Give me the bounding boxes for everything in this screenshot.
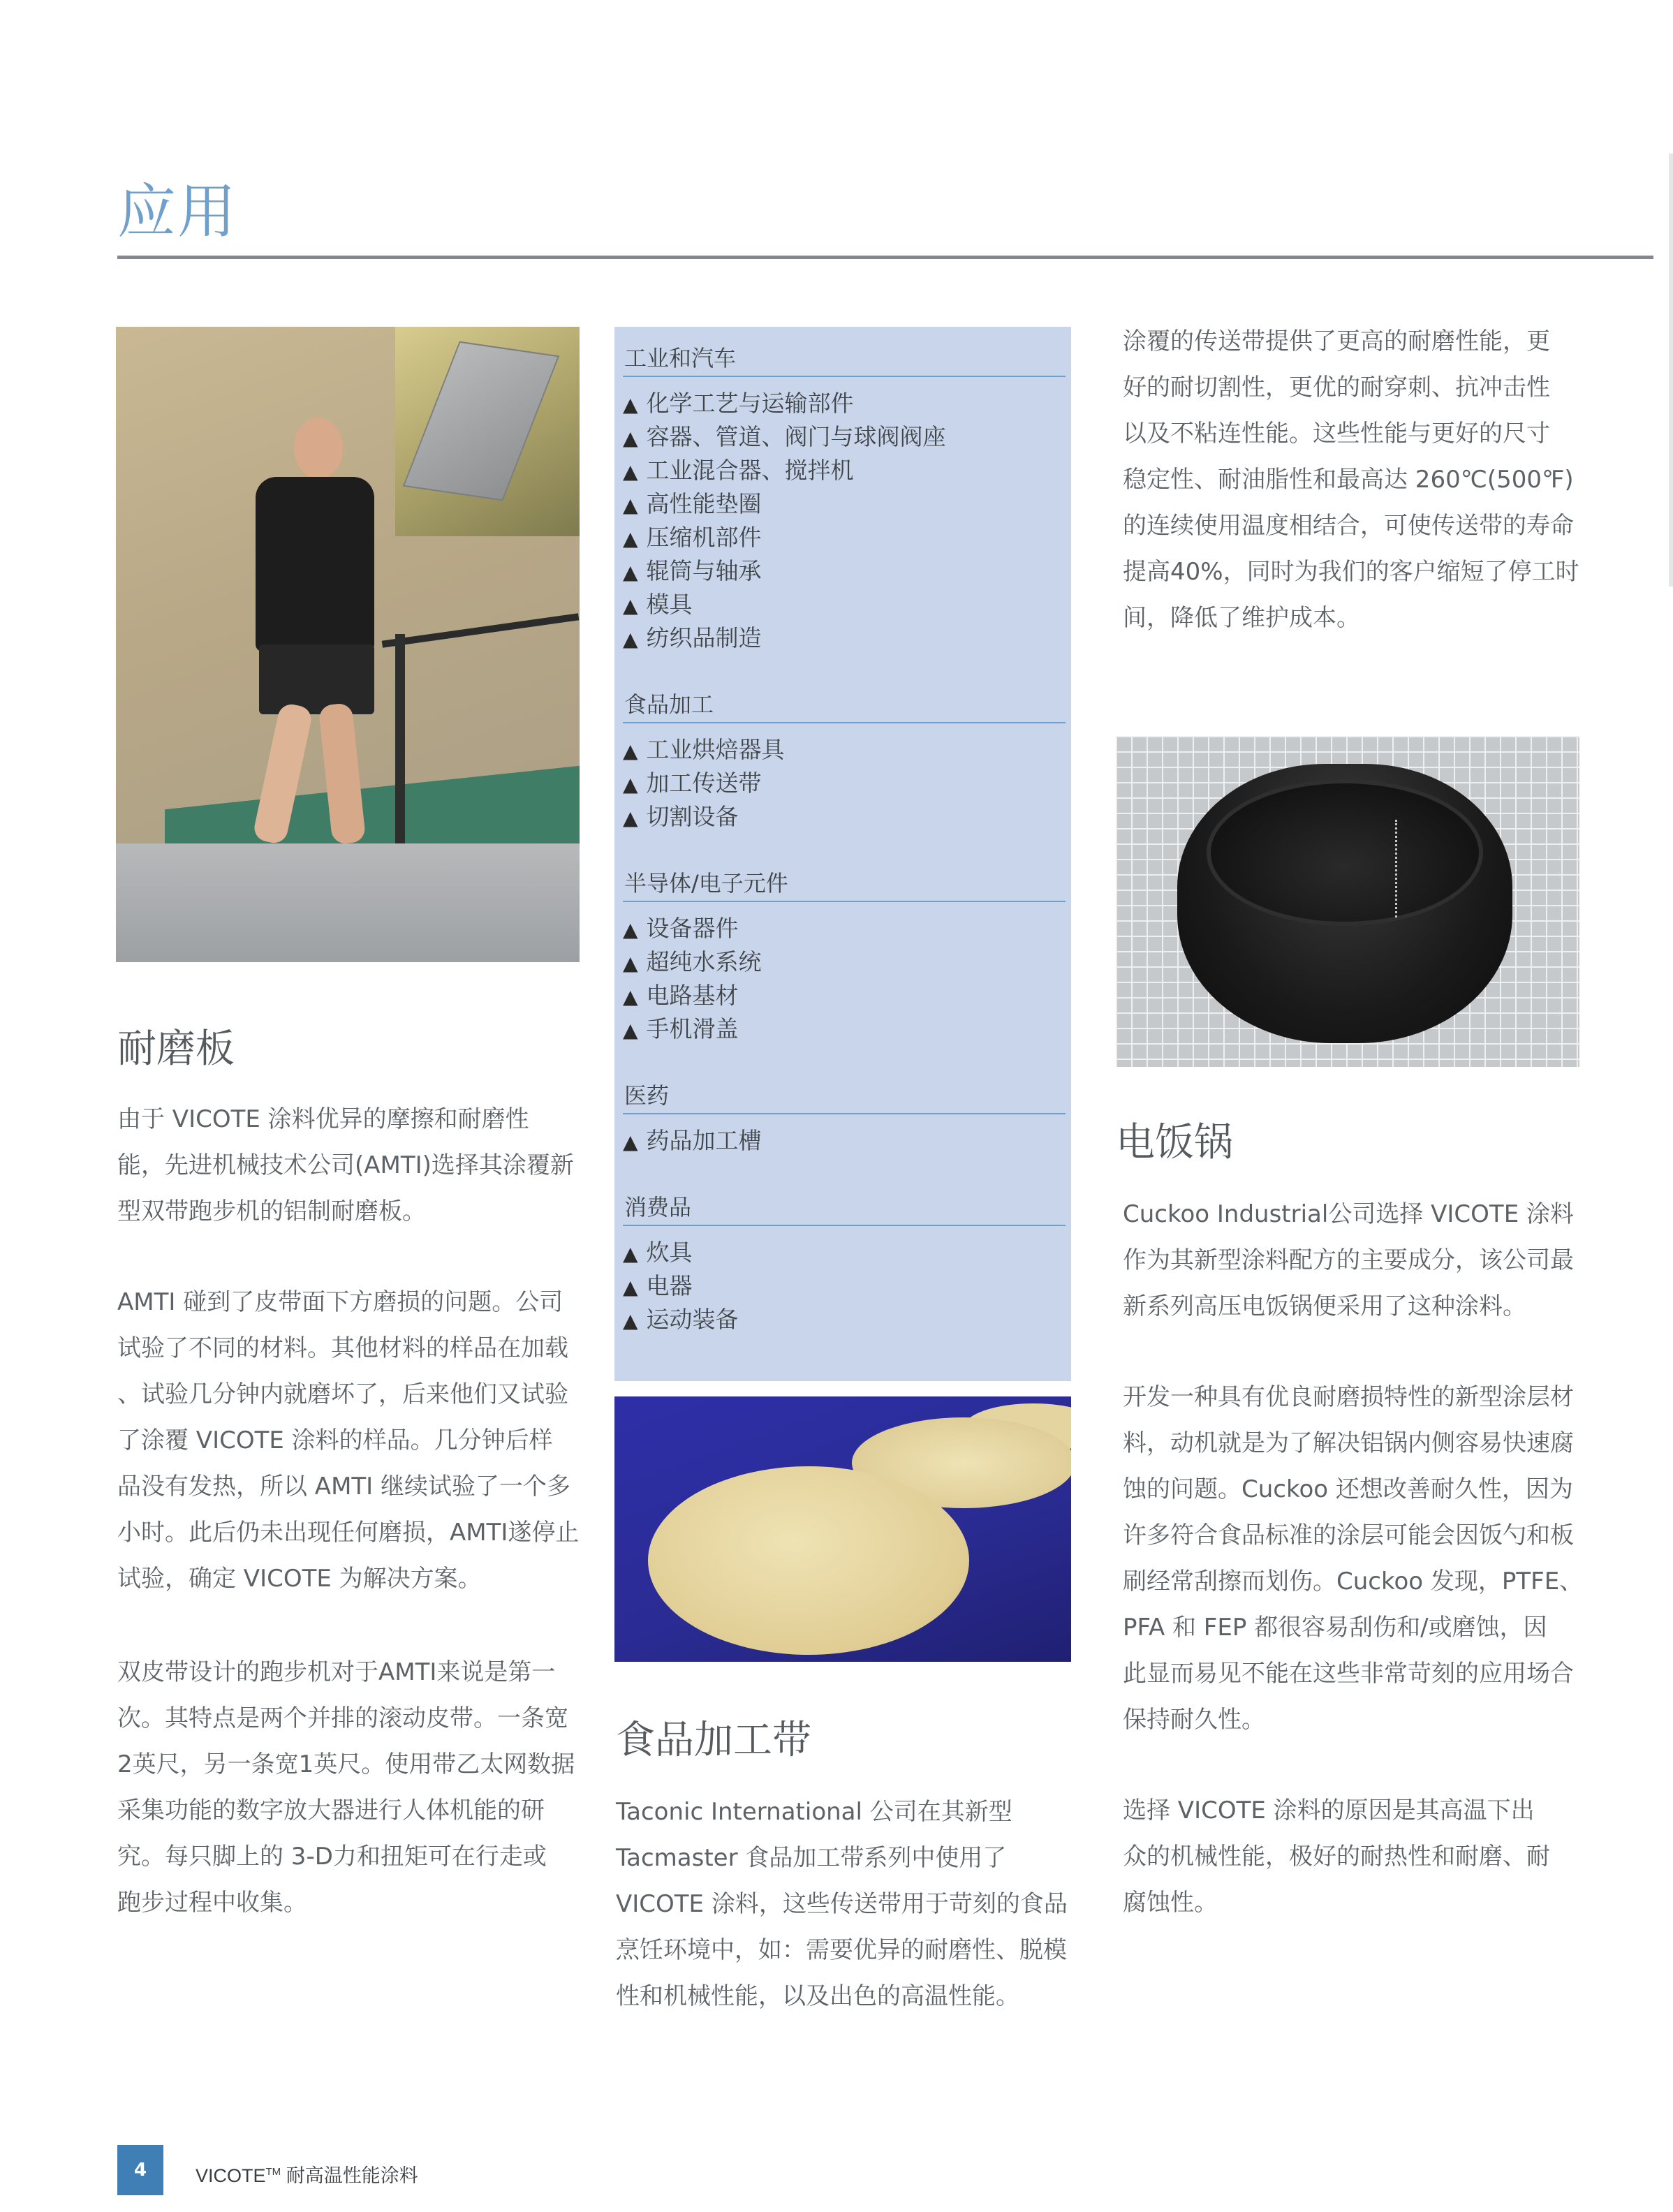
paragraph-line: 小时。此后仍未出现任何磨损，AMTI遂停止 <box>117 1519 580 1547</box>
page-title: 应用 <box>117 177 238 246</box>
triangle-bullet-icon: ▲ <box>623 918 638 941</box>
application-item-label: 运动装备 <box>646 1306 739 1333</box>
application-item-label: 工业混合器、搅拌机 <box>646 457 854 484</box>
application-item-label: 工业烘焙器具 <box>646 736 785 763</box>
wear-plate-heading: 耐磨板 <box>117 1026 235 1072</box>
rice-cooker-photo <box>1116 736 1579 1067</box>
tortilla <box>648 1466 969 1655</box>
application-item-label: 压缩机部件 <box>646 524 762 551</box>
application-item-label: 化学工艺与运输部件 <box>646 390 854 417</box>
footer-brand-name: VICOTE <box>196 2165 266 2186</box>
rice-cooker-paragraph <box>1123 1191 1574 1329</box>
treadmill-frame <box>116 843 580 962</box>
paragraph-line: Tacmaster 食品加工带系列中使用了 <box>616 1844 1007 1872</box>
triangle-bullet-icon: ▲ <box>623 628 638 651</box>
runner-head <box>294 418 343 479</box>
paragraph-line: 开发一种具有优良耐磨损特性的新型涂层材 <box>1123 1383 1574 1411</box>
triangle-bullet-icon: ▲ <box>623 427 638 450</box>
application-item <box>623 621 1063 655</box>
paragraph-line: VICOTE 涂料，这些传送带用于苛刻的食品 <box>616 1890 1068 1918</box>
application-group-title: 工业和汽车 <box>623 341 1066 377</box>
triangle-bullet-icon: ▲ <box>623 1276 638 1299</box>
conveyor-paragraph <box>1123 318 1579 641</box>
water-level-marks <box>1395 820 1458 917</box>
rice-cooker-heading: 电饭锅 <box>1116 1120 1233 1165</box>
wear-plate-paragraph <box>117 1649 575 1926</box>
paragraph-line: 稳定性、耐油脂性和最高达 260℃(500℉) <box>1123 466 1574 494</box>
triangle-bullet-icon: ▲ <box>623 806 638 830</box>
triangle-bullet-icon: ▲ <box>623 594 638 617</box>
paragraph-line: 型双带跑步机的铝制耐磨板。 <box>117 1197 426 1225</box>
application-item-label: 炊具 <box>646 1239 693 1266</box>
treadmill-photo <box>116 327 580 962</box>
application-item <box>623 387 1063 420</box>
paragraph-line: 保持耐久性。 <box>1123 1706 1265 1734</box>
application-item <box>623 733 1063 767</box>
paragraph-line: 双皮带设计的跑步机对于AMTI来说是第一 <box>117 1658 556 1686</box>
paragraph-line: 选择 VICOTE 涂料的原因是其高温下出 <box>1123 1797 1535 1824</box>
runner-shorts <box>259 644 374 714</box>
food-belt-paragraph <box>616 1789 1068 2019</box>
application-item <box>623 554 1063 588</box>
runner-shirt <box>256 477 374 651</box>
application-item-label: 切割设备 <box>646 803 739 830</box>
application-item-label: 电路基材 <box>646 982 739 1009</box>
application-item <box>623 1124 1063 1158</box>
paragraph-line: PFA 和 FEP 都很容易刮伤和/或磨蚀，因 <box>1123 1614 1547 1642</box>
application-group-title: 医药 <box>623 1078 1066 1114</box>
paragraph-line: 腐蚀性。 <box>1123 1889 1218 1917</box>
application-item <box>623 521 1063 554</box>
paragraph-line: 跑步过程中收集。 <box>117 1889 307 1917</box>
paragraph-line: 好的耐切割性，更优的耐穿刺、抗冲击性 <box>1123 374 1550 401</box>
paragraph-line: 能，先进机械技术公司(AMTI)选择其涂覆新 <box>117 1151 574 1179</box>
triangle-bullet-icon: ▲ <box>623 985 638 1008</box>
triangle-bullet-icon: ▲ <box>623 561 638 584</box>
application-group-title: 消费品 <box>623 1190 1066 1226</box>
application-item <box>623 487 1063 521</box>
paragraph-line: 试验，确定 VICOTE 为解决方案。 <box>117 1565 482 1593</box>
paragraph-line: 、试验几分钟内就磨坏了，后来他们又试验 <box>117 1380 568 1408</box>
paragraph-line: 提高40%，同时为我们的客户缩短了停工时 <box>1123 558 1579 586</box>
application-item-label: 辊筒与轴承 <box>646 557 762 584</box>
page-edge-shadow <box>1669 154 1673 587</box>
paragraph-line: 2英尺，另一条宽1英尺。使用带乙太网数据 <box>117 1750 575 1778</box>
trademark-mark: TM <box>265 2166 281 2178</box>
paragraph-line: 众的机械性能，极好的耐热性和耐磨、耐 <box>1123 1843 1550 1871</box>
application-group-title: 半导体/电子元件 <box>623 866 1066 902</box>
triangle-bullet-icon: ▲ <box>623 1130 638 1153</box>
tortilla-photo <box>614 1396 1071 1662</box>
paragraph-line: Taconic International 公司在其新型 <box>616 1798 1012 1826</box>
application-item <box>623 1303 1063 1336</box>
paragraph-line: 刷经常刮擦而划伤。Cuckoo 发现，PTFE、 <box>1123 1568 1584 1595</box>
title-divider <box>117 256 1653 259</box>
application-group <box>623 866 1063 1046</box>
application-item-label: 手机滑盖 <box>646 1015 739 1042</box>
food-belt-heading: 食品加工带 <box>616 1718 811 1763</box>
paragraph-line: 由于 VICOTE 涂料优异的摩擦和耐磨性 <box>117 1105 529 1133</box>
application-item-label: 电器 <box>646 1272 693 1299</box>
triangle-bullet-icon: ▲ <box>623 952 638 975</box>
wear-plate-paragraph <box>117 1096 574 1234</box>
paragraph-line: 蚀的问题。Cuckoo 还想改善耐久性，因为 <box>1123 1475 1573 1503</box>
paragraph-line: 采集功能的数字放大器进行人体机能的研 <box>117 1797 545 1824</box>
paragraph-line: Cuckoo Industrial公司选择 VICOTE 涂料 <box>1123 1200 1574 1228</box>
paragraph-line: 次。其特点是两个并排的滚动皮带。一条宽 <box>117 1704 568 1732</box>
application-item-label: 设备器件 <box>646 915 739 942</box>
paragraph-line: 究。每只脚上的 3-D力和扭矩可在行走或 <box>117 1843 547 1871</box>
application-group-title: 食品加工 <box>623 687 1066 723</box>
application-item <box>623 420 1063 454</box>
application-item-label: 高性能垫圈 <box>646 490 762 517</box>
paragraph-line: 的连续使用温度相结合，可使传送带的寿命 <box>1123 512 1574 540</box>
application-group <box>623 1078 1063 1158</box>
paragraph-line: 试验了不同的材料。其他材料的样品在加载 <box>117 1334 568 1362</box>
paragraph-line: 品没有发热，所以 AMTI 继续试验了一个多 <box>117 1473 571 1501</box>
application-item-label: 模具 <box>646 591 693 618</box>
paragraph-line: 此显而易见不能在这些非常苛刻的应用场合 <box>1123 1660 1574 1688</box>
triangle-bullet-icon: ▲ <box>623 739 638 762</box>
application-item <box>623 945 1063 979</box>
triangle-bullet-icon: ▲ <box>623 1019 638 1042</box>
paragraph-line: 作为其新型涂料配方的主要成分，该公司最 <box>1123 1246 1574 1274</box>
triangle-bullet-icon: ▲ <box>623 393 638 416</box>
paragraph-line: 许多符合食品标准的涂层可能会因饭勺和板 <box>1123 1521 1574 1549</box>
application-item-label: 纺织品制造 <box>646 624 762 651</box>
paragraph-line: 性和机械性能，以及出色的高温性能。 <box>616 1982 1019 2010</box>
wear-plate-paragraph <box>117 1279 579 1602</box>
rice-cooker-paragraph <box>1123 1374 1583 1743</box>
triangle-bullet-icon: ▲ <box>623 773 638 796</box>
application-item <box>623 767 1063 800</box>
application-item-label: 加工传送带 <box>646 769 762 797</box>
application-item <box>623 454 1063 487</box>
triangle-bullet-icon: ▲ <box>623 1309 638 1332</box>
application-group <box>623 1190 1063 1336</box>
paragraph-line: 新系列高压电饭锅便采用了这种涂料。 <box>1123 1292 1526 1320</box>
paragraph-line: AMTI 碰到了皮带面下方磨损的问题。公司 <box>117 1288 563 1316</box>
page-number: 4 <box>117 2145 163 2195</box>
paragraph-line: 料，动机就是为了解决铝锅内侧容易快速腐 <box>1123 1429 1574 1457</box>
application-group <box>623 341 1063 655</box>
rice-cooker-paragraph <box>1123 1787 1550 1926</box>
footer-product-text: 耐高温性能涂料 <box>286 2165 418 2186</box>
paragraph-line: 以及不粘连性能。这些性能与更好的尺寸 <box>1123 420 1550 448</box>
application-item <box>623 979 1063 1012</box>
triangle-bullet-icon: ▲ <box>623 527 638 550</box>
application-item <box>623 912 1063 945</box>
application-group <box>623 687 1063 834</box>
application-item <box>623 1236 1063 1269</box>
footer-brand <box>196 2160 418 2188</box>
treadmill-handrail <box>382 613 580 647</box>
application-item <box>623 588 1063 621</box>
triangle-bullet-icon: ▲ <box>623 494 638 517</box>
application-item <box>623 1269 1063 1303</box>
applications-box <box>614 327 1071 1381</box>
triangle-bullet-icon: ▲ <box>623 1242 638 1265</box>
application-item <box>623 800 1063 834</box>
paragraph-line: 了涂覆 VICOTE 涂料的样品。几分钟后样 <box>117 1426 553 1454</box>
application-item-label: 容器、管道、阀门与球阀阀座 <box>646 423 946 450</box>
paragraph-line: 烹饪环境中，如：需要优异的耐磨性、脱模 <box>616 1936 1067 1964</box>
treadmill-post <box>395 634 405 843</box>
application-item-label: 超纯水系统 <box>646 948 762 975</box>
triangle-bullet-icon: ▲ <box>623 460 638 483</box>
paragraph-line: 涂覆的传送带提供了更高的耐磨性能，更 <box>1123 327 1550 355</box>
paragraph-line: 间，降低了维护成本。 <box>1123 604 1360 632</box>
application-item-label: 药品加工槽 <box>646 1127 762 1154</box>
application-item <box>623 1012 1063 1046</box>
